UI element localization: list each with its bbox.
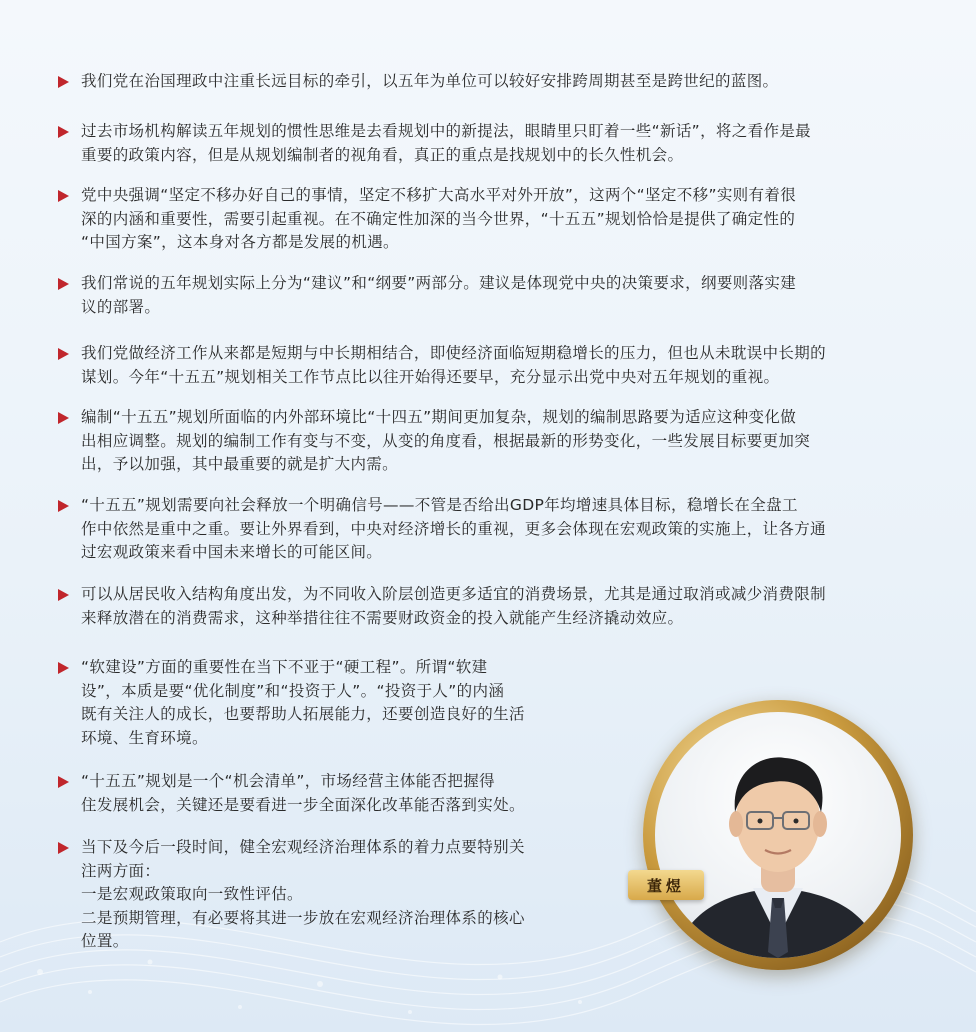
red-arrow-icon — [58, 348, 69, 360]
red-arrow-icon — [58, 842, 69, 854]
bullet-point: “十五五”规划是一个“机会清单”，市场经营主体能否把握得 住发展机会，关键还是要看进一步全面深化改革能否落到实处。 — [58, 770, 618, 817]
red-arrow-icon — [58, 589, 69, 601]
bullet-point: “十五五”规划需要向社会释放一个明确信号——不管是否给出GDP年均增速具体目标，稳增长在全盘工 作中依然是重中之重。要让外界看到，中央对经济增长的重视，更多会体现在宏观政策的实施上，让各方通 过宏观政策来看中国未来增长的可能区间。 — [58, 494, 910, 565]
red-arrow-icon — [58, 662, 69, 674]
person-portrait-illustration — [655, 712, 901, 958]
red-arrow-icon — [58, 76, 69, 88]
red-arrow-icon — [58, 126, 69, 138]
bullet-point: 我们党做经济工作从来都是短期与中长期相结合，即使经济面临短期稳增长的压力，但也从未耽误中长期的 谋划。今年“十五五”规划相关工作节点比以往开始得还要早，充分显示出党中央对五年规划的重视。 — [58, 342, 910, 389]
portrait-gold-frame — [643, 700, 913, 970]
person-name-tag: 董煜 — [628, 870, 704, 900]
bullet-point: 我们常说的五年规划实际上分为“建议”和“纲要”两部分。建议是体现党中央的决策要求，纲要则落实建 议的部署。 — [58, 272, 910, 319]
bullet-point: 当下及今后一段时间，健全宏观经济治理体系的着力点要特别关 注两方面： 一是宏观政策取向一致性评估。 二是预期管理，有必要将其进一步放在宏观经济治理体系的核心 位置。 — [58, 836, 618, 954]
red-arrow-icon — [58, 278, 69, 290]
portrait-photo — [655, 712, 901, 958]
red-arrow-icon — [58, 412, 69, 424]
red-arrow-icon — [58, 190, 69, 202]
bullet-point: 编制“十五五”规划所面临的内外部环境比“十四五”期间更加复杂，规划的编制思路要为适应这种变化做 出相应调整。规划的编制工作有变与不变，从变的角度看，根据最新的形势变化，一些发展目标要更加突 出，予以加强，其中最重要的就是扩大内需。 — [58, 406, 910, 477]
bullet-point: 党中央强调“坚定不移办好自己的事情，坚定不移扩大高水平对外开放”，这两个“坚定不移”实则有着很 深的内涵和重要性，需要引起重视。在不确定性加深的当今世界，“十五五”规划恰恰是提供了确定性的 “中国方案”，这本身对各方都是发展的机遇。 — [58, 184, 910, 255]
bullet-point: 过去市场机构解读五年规划的惯性思维是去看规划中的新提法，眼睛里只盯着一些“新话”，将之看作是最 重要的政策内容，但是从规划编制者的视角看，真正的重点是找规划中的长久性机会。 — [58, 120, 910, 167]
bullet-point: 可以从居民收入结构角度出发，为不同收入阶层创造更多适宜的消费场景，尤其是通过取消或减少消费限制 来释放潜在的消费需求，这种举措往往不需要财政资金的投入就能产生经济撬动效应。 — [58, 583, 910, 630]
bullet-point: “软建设”方面的重要性在当下不亚于“硬工程”。所谓“软建 设”，本质是要“优化制度”和“投资于人”。“投资于人”的内涵 既有关注人的成长，也要帮助人拓展能力，还要创造良好的生活 环境、生育环境。 — [58, 656, 618, 750]
bullet-point: 我们党在治国理政中注重长远目标的牵引，以五年为单位可以较好安排跨周期甚至是跨世纪的蓝图。 — [58, 70, 910, 94]
red-arrow-icon — [58, 776, 69, 788]
red-arrow-icon — [58, 500, 69, 512]
